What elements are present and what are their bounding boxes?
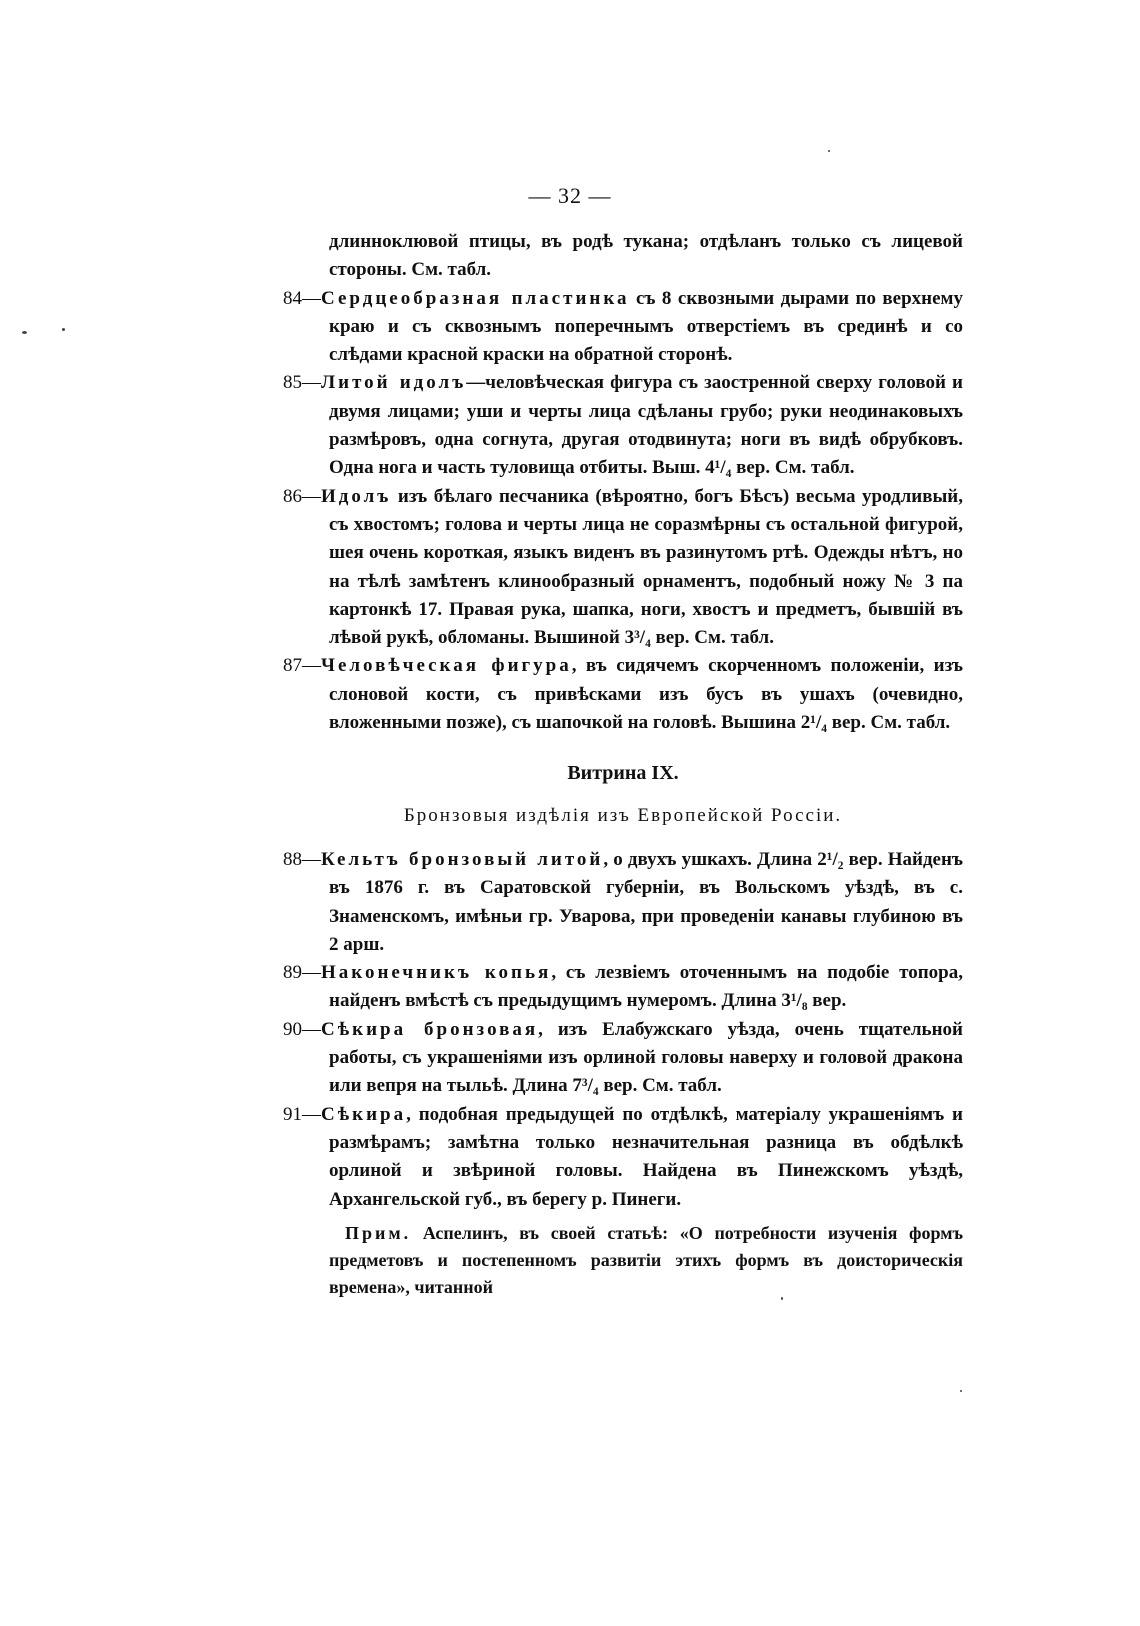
catalog-entry-89 bbox=[283, 959, 963, 1016]
entry-number: 89— bbox=[283, 962, 321, 984]
entry-title: Наконечникъ копья bbox=[321, 962, 552, 984]
entry-number: 90— bbox=[283, 1018, 321, 1040]
catalog-entry-88 bbox=[283, 846, 963, 959]
entry-number: 86— bbox=[283, 485, 321, 507]
footnote bbox=[283, 1220, 963, 1301]
page-number: — 32 — bbox=[528, 183, 612, 208]
catalog-entry-85 bbox=[283, 369, 963, 482]
entry-text: —человѣческая фигура съ заостренной сверху головой и двумя лицами; уши и черты лица сдѣланы грубо; руки неодинаковыхъ размѣровъ, одна согнута, другая отодвинута; ноги въ видѣ обрубковъ. Одна нога и часть туловища отбиты. Выш. 4¹/₄ вер. См. табл. bbox=[329, 372, 963, 479]
note-text: Аспелинъ, въ своей статьѣ: «О потребности изученія формъ предметовъ и постепенномъ развитіи этихъ формъ въ доисторическія времена», читанной bbox=[329, 1222, 963, 1297]
entry-text: съ 8 сквозными дырами по верхнему краю и съ сквознымъ поперечнымъ отверстіемъ въ срединѣ и со слѣдами красной краски на обратной сторонѣ. bbox=[329, 287, 963, 366]
entry-title: Сѣкира bbox=[321, 1103, 407, 1125]
catalog-entry-90 bbox=[283, 1016, 963, 1101]
body-text bbox=[283, 228, 963, 1301]
entry-text: , съ лезвіемъ оточеннымъ на подобіе топора, найденъ вмѣстѣ съ предыдущимъ нумеромъ. Длина 3¹/₈ вер. bbox=[329, 962, 963, 1012]
entry-number: 91— bbox=[283, 1103, 321, 1125]
entry-title: Литой идолъ bbox=[321, 372, 467, 394]
entry-title: Сѣкира бронзовая bbox=[321, 1018, 539, 1040]
entry-text: , подобная предыдущей по отдѣлкѣ, матеріалу украшеніямъ и размѣрамъ; замѣтна только незначительная разница въ обдѣлкѣ орлиной и звѣриной головы. Найдена въ Пинежскомъ уѣздѣ, Архангельской губ., въ берегу р. Пинеги. bbox=[329, 1103, 963, 1210]
continuation-paragraph: длинноклювой птицы, въ родѣ тукана; отдѣланъ только съ лицевой стороны. См. табл. bbox=[329, 231, 963, 281]
catalog-entry-84 bbox=[283, 285, 963, 370]
scan-speck bbox=[781, 1297, 783, 1300]
entry-text: , о двухъ ушкахъ. Длина 2¹/₂ вер. Найденъ въ 1876 г. въ Саратовской губерніи, въ Вольскомъ уѣздѣ, въ с. Знаменскомъ, имѣньи гр. Уварова, при проведеніи канавы глубиною въ 2 арш. bbox=[329, 848, 964, 955]
catalog-entry-86 bbox=[283, 483, 963, 653]
entry-text: , въ сидячемъ скорченномъ положеніи, изъ слоновой кости, съ привѣсками изъ бусъ въ ушахъ (очевидно, вложенными позже), съ шапочкой на головѣ. Вышина 2¹/₄ вер. См. табл. bbox=[329, 655, 963, 734]
entry-title: Кельтъ бронзовый литой bbox=[321, 848, 604, 870]
entry-title: Человѣческая фигура bbox=[321, 655, 572, 677]
note-label: Прим. bbox=[345, 1222, 412, 1243]
entry-number: 84— bbox=[283, 287, 321, 309]
section-subtitle: Бронзовыя издѣлія изъ Европейской Россіи. bbox=[403, 804, 843, 826]
scan-speck bbox=[62, 328, 65, 331]
section-title: Витрина IX. bbox=[567, 762, 679, 785]
scan-speck bbox=[22, 331, 27, 334]
scan-speck bbox=[960, 1390, 962, 1392]
entry-number: 87— bbox=[283, 655, 321, 677]
entry-title: Сердцеобразная пластинка bbox=[321, 287, 630, 309]
entry-number: 85— bbox=[283, 372, 321, 394]
entry-text: , изъ Елабужскаго уѣзда, очень тщательной работы, съ украшеніями изъ орлиной головы наверху и головой дракона или вепря на тыльѣ. Длина 7³/₄ вер. См. табл. bbox=[329, 1018, 963, 1097]
entry-number: 88— bbox=[283, 848, 321, 870]
entry-text: изъ бѣлаго песчаника (вѣроятно, богъ Бѣсъ) весьма уродливый, съ хвостомъ; голова и черты лица не соразмѣрны съ остальной фигурой, шея очень короткая, языкъ виденъ въ разинутомъ ртѣ. Одежды нѣтъ, но на тѣлѣ замѣтенъ клинообразный орнаментъ, подобный ножу № 3 па картонкѣ 17. Правая рука, шапка, ноги, хвостъ и предметъ, бывшій въ лѣвой рукѣ, обломаны. Вышиной 3³/₄ вер. См. табл. bbox=[329, 485, 963, 649]
catalog-entry-91 bbox=[283, 1101, 963, 1214]
catalog-entry-87 bbox=[283, 652, 963, 737]
scan-speck bbox=[828, 150, 830, 152]
entry-title: Идолъ bbox=[321, 485, 392, 507]
